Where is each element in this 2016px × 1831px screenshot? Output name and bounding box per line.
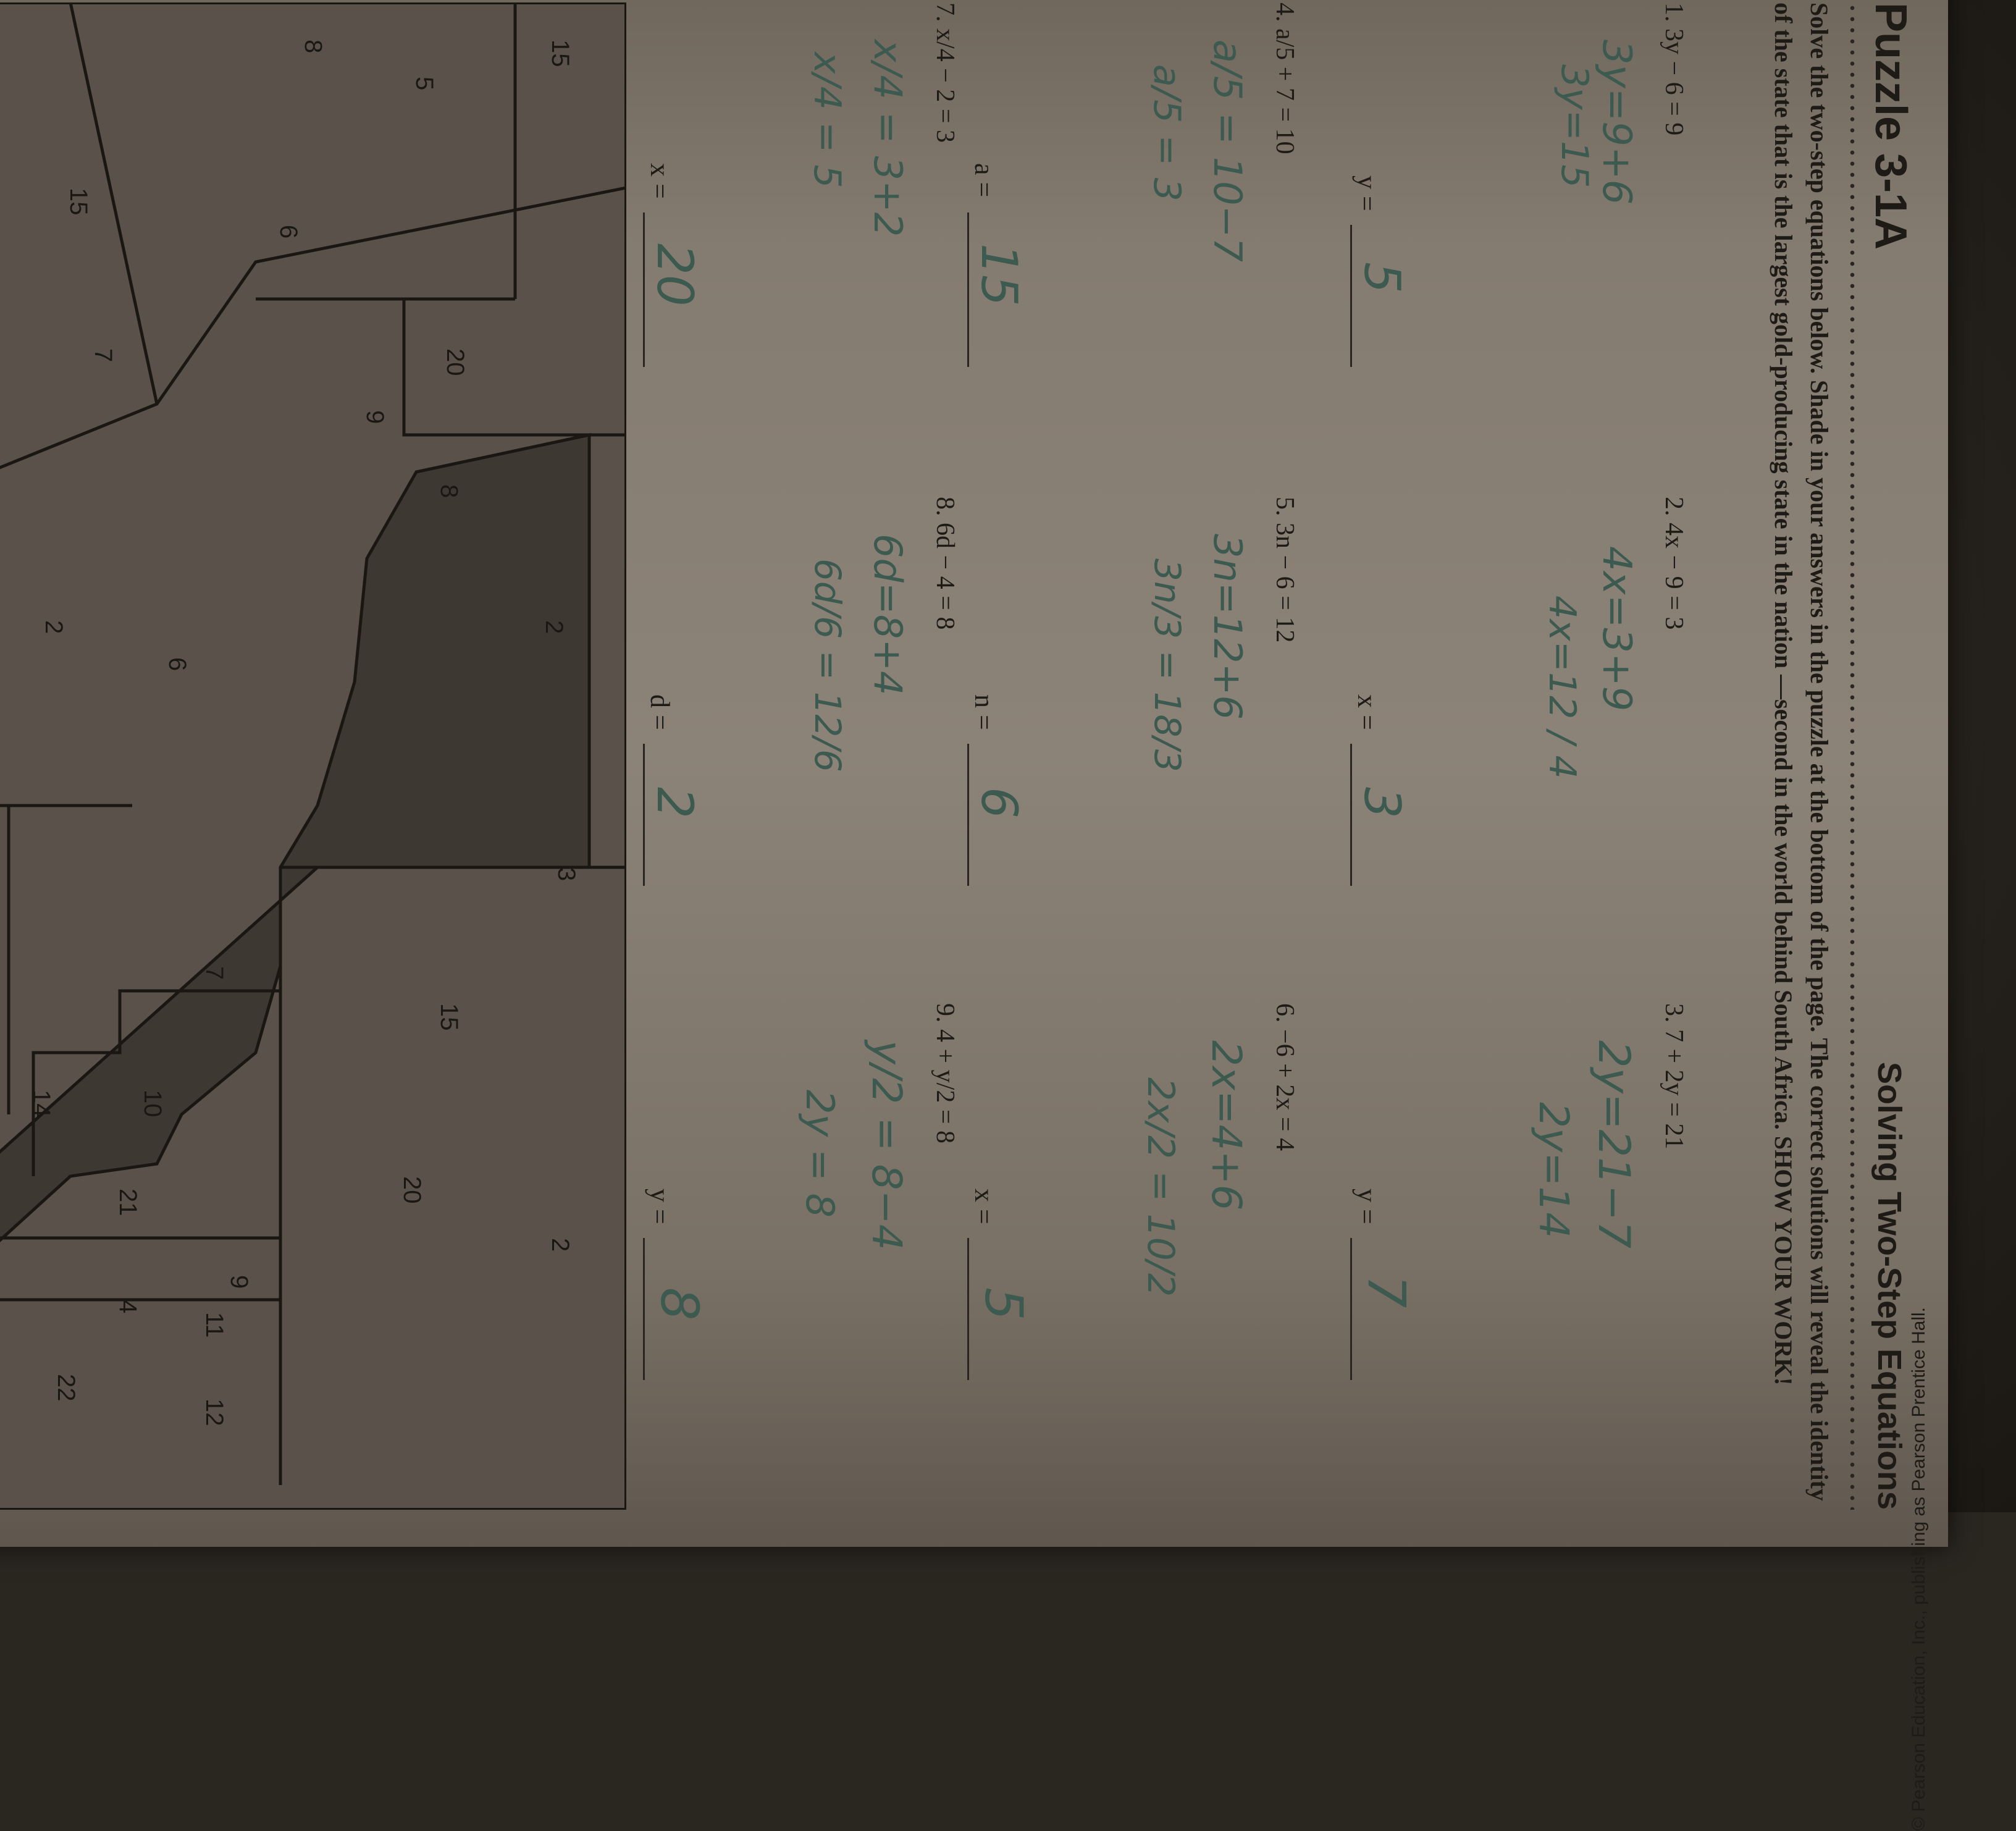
- answer-line: [643, 1238, 645, 1380]
- problem-number: 7.: [931, 2, 959, 22]
- answer-line: [643, 744, 645, 886]
- work-line: 3y=15: [1553, 64, 1596, 188]
- work-line: 6d/6 = 12/6: [807, 558, 849, 772]
- answer-value[interactable]: 20: [646, 243, 704, 306]
- answer-label: x =: [969, 1189, 999, 1224]
- work-line: 3n/3 = 18/3: [1146, 558, 1188, 772]
- instructions-text: Solve the two-step equations below. Shade in your answers in the puzzle at the bottom of the page. The correct solutions will reveal the identity of the state that is the largest gold-producing state in the nation —second in the world behind South Africa. SHOW YOUR WORK!: [1770, 2, 1833, 1501]
- worksheet-topic: Solving Two-Step Equations: [1871, 1062, 1908, 1510]
- problem-number: 5.: [1270, 497, 1299, 516]
- work-line: 4x=3+9: [1594, 546, 1639, 712]
- work-line: y/2 = 8−4: [863, 1040, 910, 1250]
- work-line: 2x=4+6: [1203, 1040, 1250, 1211]
- worksheet-title: Puzzle 3-1A: [1866, 2, 1915, 250]
- region-number: 9: [225, 1275, 253, 1289]
- region-number: 12: [201, 1399, 228, 1426]
- answer-label: y =: [1352, 175, 1382, 211]
- answer-value[interactable]: 6: [970, 787, 1028, 819]
- answer-label: y =: [645, 1189, 675, 1224]
- region-number: 22: [52, 1374, 80, 1402]
- problem-equation: 3y − 6 = 9: [1660, 28, 1688, 136]
- work-line: a/5 = 10−7: [1205, 40, 1250, 262]
- region-number: 15: [65, 188, 92, 216]
- problem-number: 9.: [931, 1003, 959, 1023]
- region-number: 9: [361, 410, 388, 424]
- answer-line: [967, 1238, 969, 1380]
- problem-number: 8.: [931, 497, 959, 516]
- work-line: 2y = 8: [797, 1090, 842, 1218]
- answer-value[interactable]: 5: [973, 1287, 1034, 1321]
- problem-equation: 4 + y/2 = 8: [931, 1029, 959, 1144]
- region-number: 6: [164, 657, 191, 671]
- state-puzzle: [0, 2, 626, 1510]
- region-number: 3: [553, 867, 580, 882]
- work-line: x/4 = 5: [805, 52, 849, 188]
- problem-equation: x/4 − 2 = 3: [931, 28, 959, 143]
- answer-label: x =: [645, 163, 675, 199]
- answer-value[interactable]: 7: [1356, 1275, 1417, 1308]
- region-number: 2: [540, 620, 568, 634]
- region-number: 20: [442, 348, 469, 376]
- region-number: 8: [300, 40, 327, 54]
- region-number: 10: [139, 1090, 166, 1118]
- problem-equation: 3n − 6 = 12: [1270, 523, 1299, 643]
- work-line: 3n=12+6: [1205, 534, 1250, 720]
- work-line: 2x/2 = 10/2: [1139, 1077, 1182, 1297]
- region-number: 7: [90, 348, 117, 363]
- answer-label: a =: [969, 163, 999, 198]
- dotted-rule: [1849, 2, 1855, 1510]
- answer-label: x =: [1352, 694, 1382, 730]
- region-number: 21: [114, 1189, 141, 1216]
- region-number: 2: [547, 1238, 574, 1252]
- region-number: 7: [201, 966, 228, 980]
- answer-value[interactable]: 2: [646, 787, 704, 819]
- problem-equation: 6d − 4 = 8: [931, 523, 959, 630]
- region-number: 11: [201, 1312, 228, 1338]
- answer-line: [1350, 744, 1352, 886]
- region-number: 4: [114, 1300, 141, 1314]
- region-number: 6: [275, 225, 302, 239]
- work-line: 3y=9+6: [1594, 40, 1639, 205]
- work-line: 2y=21−7: [1589, 1040, 1639, 1248]
- answer-line: [1350, 1238, 1352, 1380]
- region-number: 8: [435, 484, 463, 499]
- answer-label: n =: [969, 694, 999, 730]
- answer-line: [1350, 225, 1352, 367]
- region-number: 15: [435, 1003, 463, 1031]
- answer-value[interactable]: 8: [649, 1287, 710, 1321]
- problem-equation: a/5 + 7 = 10: [1270, 28, 1299, 154]
- problem-number: 6.: [1270, 1003, 1299, 1023]
- problem-equation: 4x − 9 = 3: [1660, 523, 1688, 630]
- problem-number: 4.: [1270, 2, 1299, 22]
- copyright-footer: © Pearson Education, Inc., publishing as Pearson Prentice Hall.: [1909, 1307, 1929, 1831]
- problem-equation: −6 + 2x = 4: [1270, 1029, 1299, 1151]
- answer-line: [643, 213, 645, 367]
- region-number: 5: [411, 77, 438, 91]
- answer-label: d =: [645, 694, 675, 730]
- region-number: 20: [398, 1176, 426, 1204]
- problem-number: 2.: [1660, 497, 1688, 516]
- work-line: 4x=12 / 4: [1540, 596, 1584, 779]
- answer-line: [967, 744, 969, 886]
- problem-number: 1.: [1660, 2, 1688, 22]
- region-number: 2: [40, 620, 67, 634]
- work-line: 2y=14: [1530, 1102, 1577, 1239]
- answer-value[interactable]: 5: [1353, 262, 1411, 293]
- region-number: 15: [547, 40, 574, 67]
- answer-line: [967, 213, 969, 367]
- work-line: x/4 = 3+2: [865, 40, 910, 237]
- work-line: 6d=8+4: [865, 534, 910, 696]
- problem-number: 3.: [1660, 1003, 1688, 1023]
- work-line: a/5 = 3: [1145, 64, 1188, 201]
- problem-equation: 7 + 2y = 21: [1660, 1029, 1688, 1150]
- answer-label: y =: [1352, 1189, 1382, 1224]
- answer-value[interactable]: 15: [970, 243, 1028, 306]
- answer-value[interactable]: 3: [1353, 787, 1411, 819]
- region-number: 14: [28, 1090, 55, 1118]
